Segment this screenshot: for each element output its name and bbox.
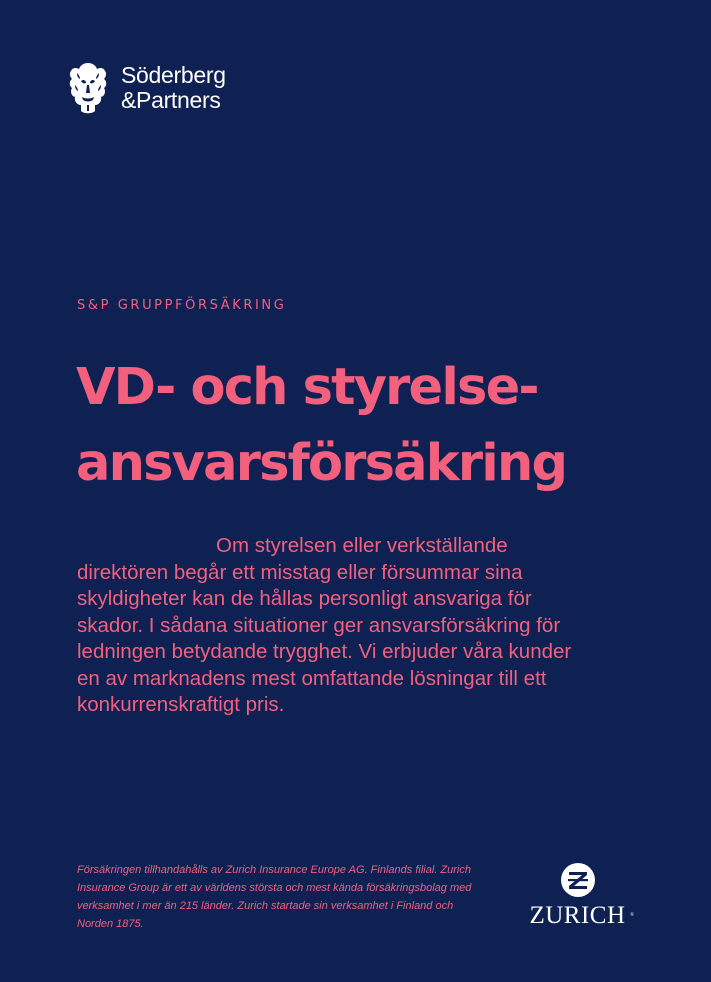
footnote-line: verksamhet i mer än 215 länder. Zurich startade sin verksamhet i Finland och	[77, 900, 454, 912]
zurich-wordmark	[529, 902, 635, 930]
title-line-1: VD- och styrelse-	[76, 358, 538, 417]
footnote	[77, 861, 507, 933]
intro-line: skyldigheter kan de hållas personligt ansvariga för	[77, 587, 532, 610]
intro-line: skador. I sådana situationer ger ansvarsförsäkring för	[77, 613, 561, 637]
zurich-name: ZURICH	[529, 902, 626, 929]
footnote-line: Försäkringen tillhandahålls av Zurich Insurance Europe AG. Finlands filial. Zurich	[77, 864, 471, 876]
zurich-logo	[520, 862, 635, 930]
soderberg-partners-logo	[67, 61, 226, 115]
brand-wordmark	[121, 63, 226, 113]
eyebrow-label: S&P GRUPPFÖRSÄKRING	[77, 298, 287, 313]
intro-line: Om styrelsen eller verkställande	[216, 534, 508, 557]
intro-line: konkurrenskraftigt pris.	[77, 693, 285, 716]
intro-line: ledningen betydande trygghet. Vi erbjuder våra kunder	[77, 640, 572, 663]
intro-line: en av marknadens mest omfattande lösningar till ett	[77, 666, 547, 690]
footnote-line: Insurance Group är ett av världens största och mest kända försäkringsbolag med	[77, 882, 472, 894]
lion-head-icon	[67, 61, 109, 115]
zurich-z-icon	[560, 862, 596, 898]
registered-mark: ®	[630, 913, 635, 918]
title-line-2: ansvarsförsäkring	[76, 434, 567, 493]
brand-line-2: &Partners	[121, 87, 221, 113]
intro-paragraph	[77, 533, 637, 719]
brand-line-1: Söderberg	[121, 62, 226, 88]
intro-line: direktören begår ett misstag eller försummar sina	[77, 560, 523, 584]
footnote-line: Norden 1875.	[77, 918, 144, 930]
page-title	[76, 350, 676, 502]
